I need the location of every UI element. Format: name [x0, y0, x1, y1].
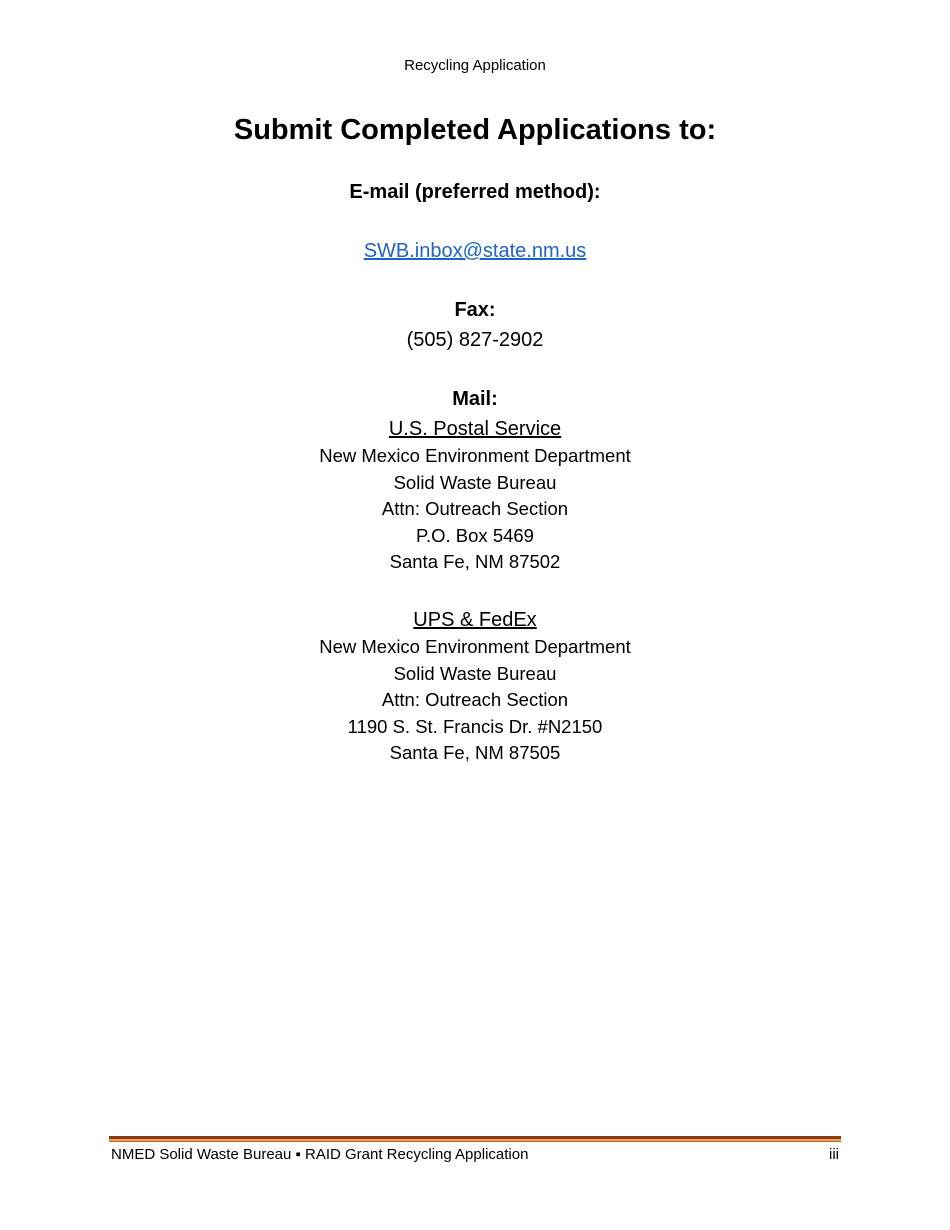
footer-divider-accent — [109, 1139, 841, 1141]
address-line: Santa Fe, NM 87502 — [389, 551, 561, 573]
email-link[interactable]: SWB.inbox@state.nm.us — [363, 240, 587, 262]
address-line: Attn: Outreach Section — [381, 498, 569, 520]
page-title: Submit Completed Applications to: — [233, 114, 717, 146]
usps-address-block — [0, 415, 950, 576]
page-number: iii — [829, 1146, 839, 1163]
address-line: Santa Fe, NM 87505 — [389, 742, 561, 764]
address-line: New Mexico Environment Department — [319, 445, 631, 466]
fax-heading: Fax: — [454, 299, 496, 321]
ups-fedex-carrier-label: UPS & FedEx — [413, 609, 537, 631]
footer-text: NMED Solid Waste Bureau ▪ RAID Grant Recycling Application — [111, 1146, 529, 1163]
email-heading: E-mail (preferred method): — [349, 181, 601, 203]
address-line: New Mexico Environment Department — [319, 636, 631, 657]
address-line: Solid Waste Bureau — [393, 662, 557, 684]
address-line: P.O. Box 5469 — [416, 524, 534, 546]
address-line: Solid Waste Bureau — [393, 471, 557, 493]
address-line: 1190 S. St. Francis Dr. #N2150 — [347, 715, 603, 737]
usps-carrier-label: U.S. Postal Service — [388, 418, 562, 440]
fax-number: (505) 827-2902 — [406, 329, 544, 351]
mail-heading: Mail: — [452, 388, 498, 410]
email-line — [0, 238, 950, 264]
running-header: Recycling Application — [404, 57, 546, 74]
ups-fedex-address-block — [0, 606, 950, 767]
address-line: Attn: Outreach Section — [381, 689, 569, 711]
